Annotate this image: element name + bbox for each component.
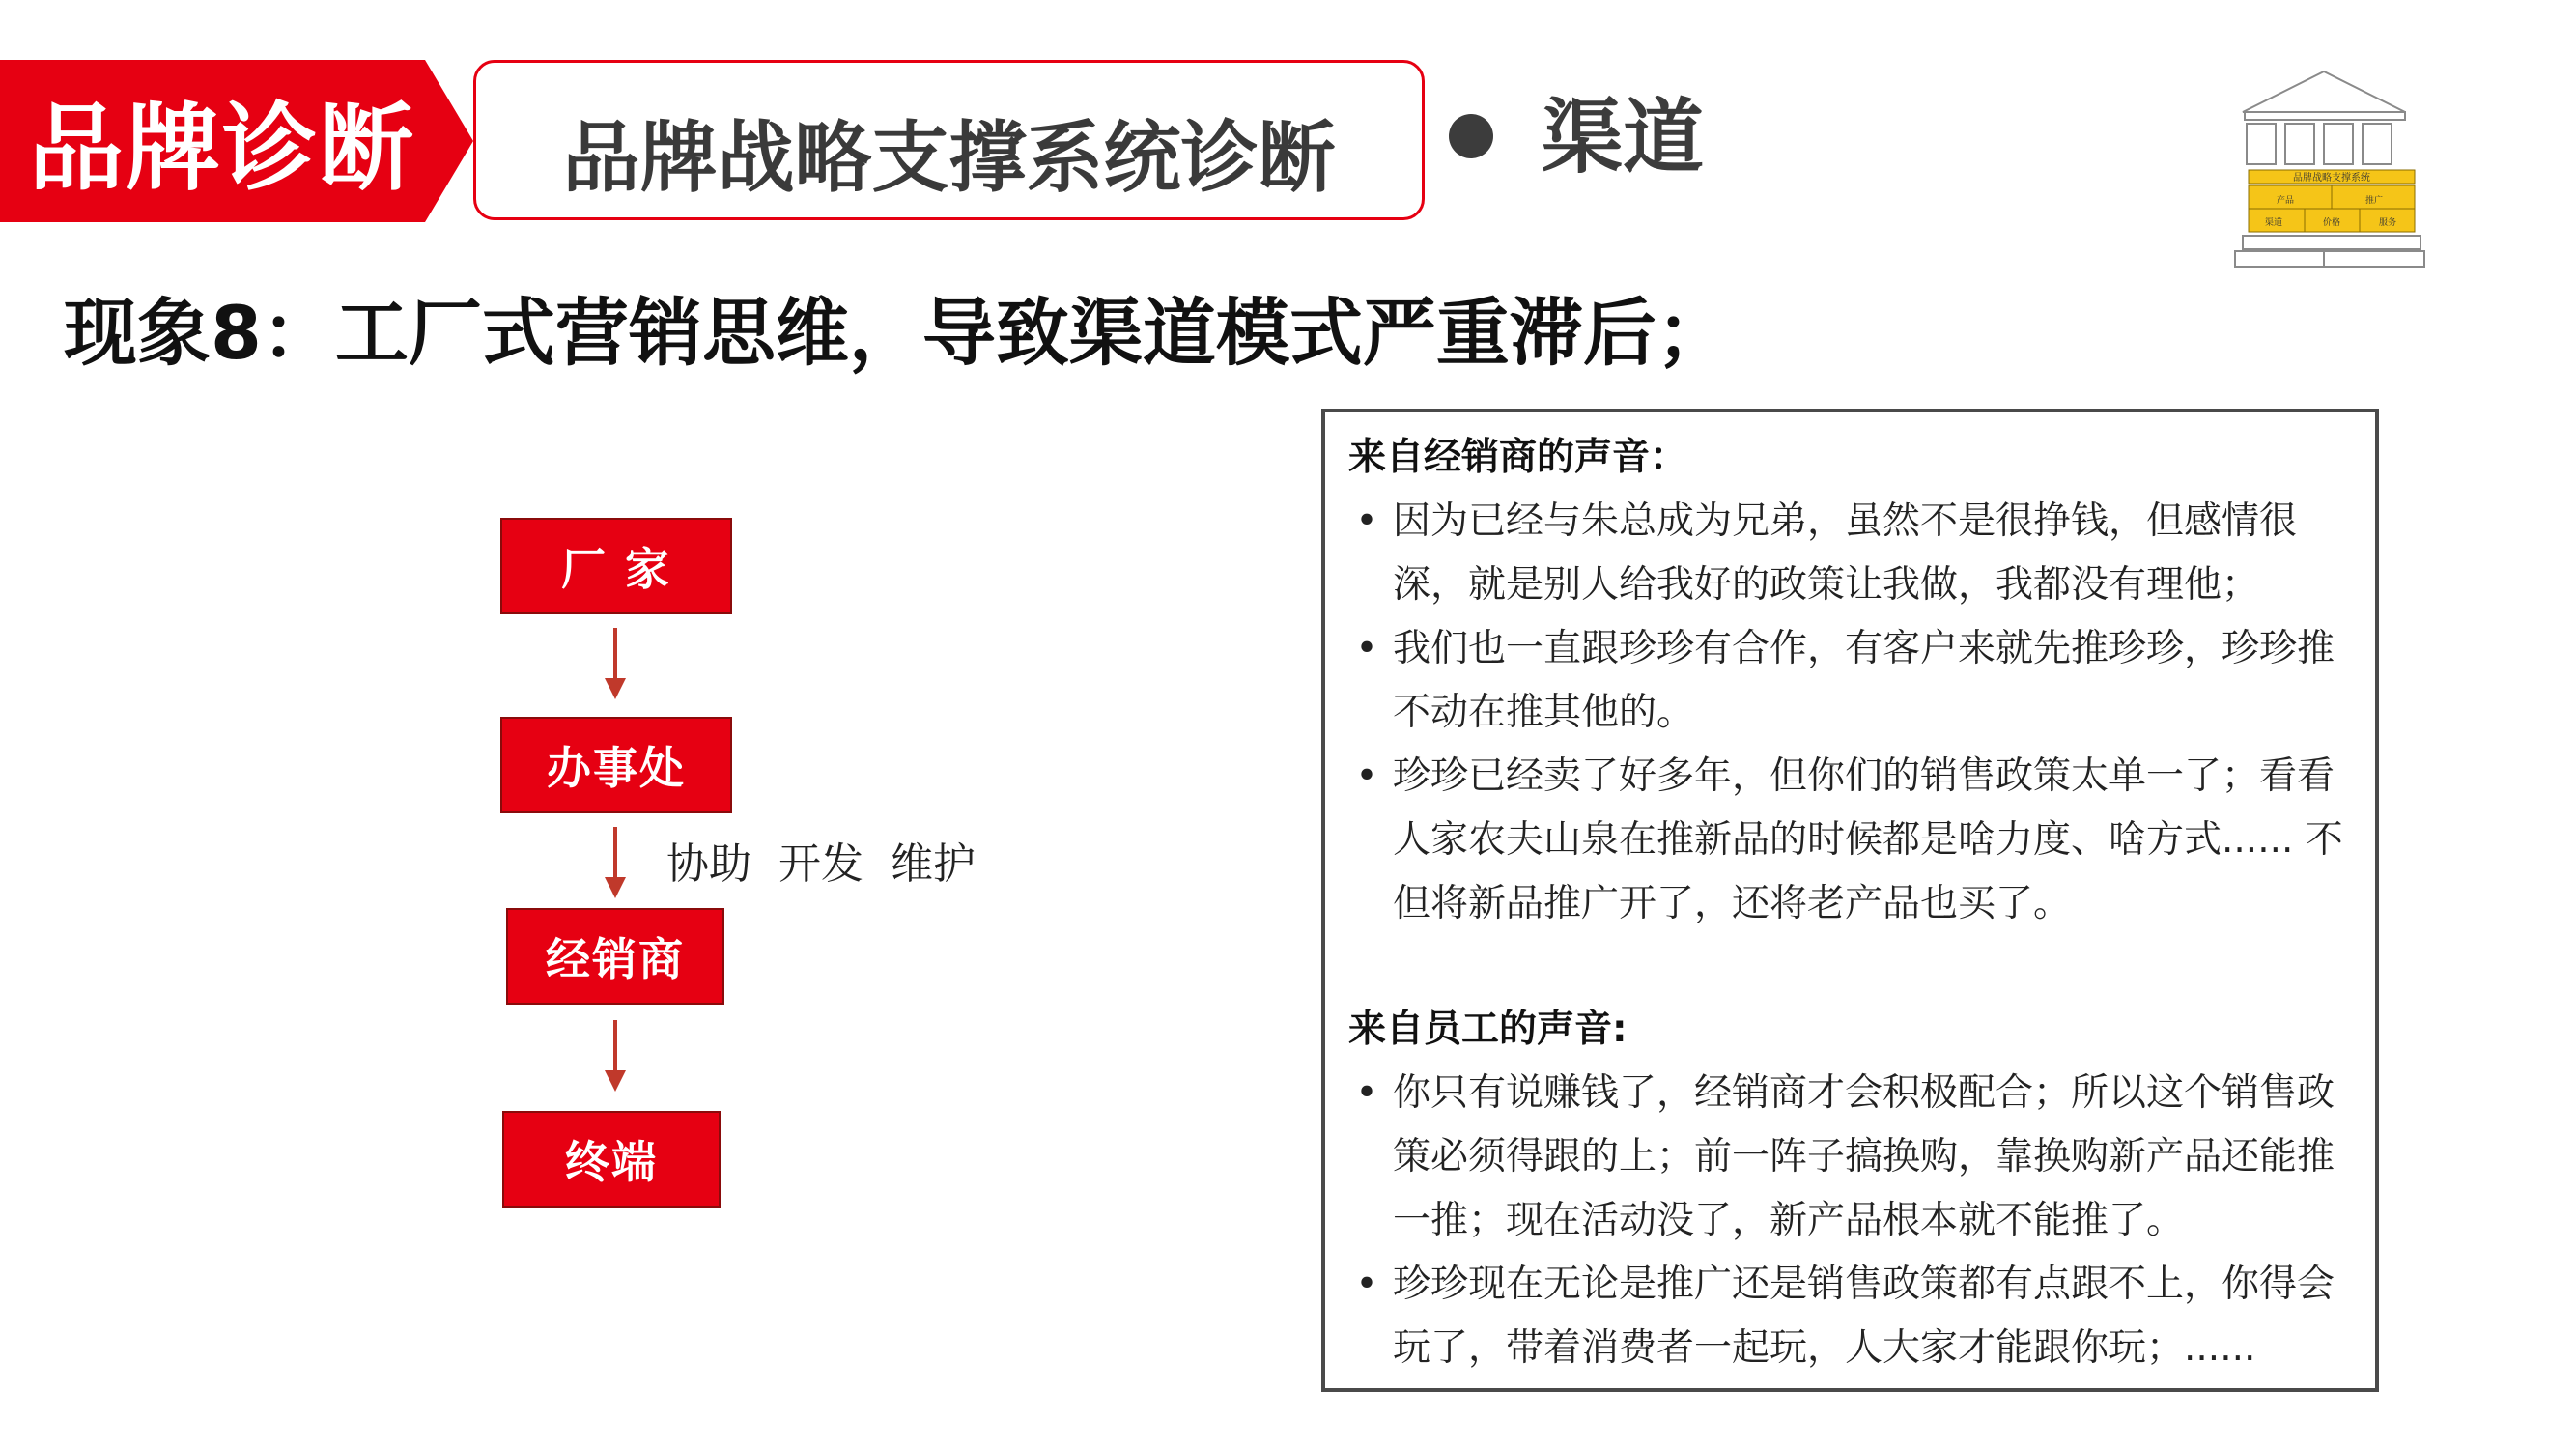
house-cell-service: 服务 (2378, 218, 2397, 228)
list-item: • 因为已经与朱总成为兄弟，虽然不是很挣钱，但感情很深，就是别人给我好的政策让我做，我都没有理他； (1345, 490, 2364, 617)
voices-panel (1321, 409, 2379, 1392)
list-item: • 你只有说赚钱了，经销商才会积极配合；所以这个销售政策必须得跟的上；前一阵子搞换购，靠换购新产品还能推一推；现在活动没了，新产品根本就不能推了。 (1345, 1062, 2364, 1253)
bullet-icon: • (1355, 499, 1378, 543)
flow-assist-label: 协助 开发 维护 (666, 839, 976, 889)
list-item: • 我们也一直跟珍珍有合作，有客户来就先推珍珍，珍珍推不动在推其他的。 (1345, 617, 2364, 745)
flow-arrow (613, 1020, 617, 1072)
arrow-down-icon (605, 678, 626, 699)
arrow-down-icon (605, 1070, 626, 1092)
flow-arrow (613, 827, 617, 879)
flow-node-terminal: 终端 (502, 1111, 721, 1208)
brand-strategy-house-icon (2222, 68, 2426, 270)
bullet-icon: • (1355, 1071, 1378, 1115)
bullet-icon: • (1355, 627, 1378, 670)
house-cell-product: 产品 (2276, 196, 2295, 206)
dealer-voices-list (1345, 490, 2364, 936)
house-cell-channel: 渠道 (2264, 218, 2283, 228)
list-item: • 珍珍已经卖了好多年，但你们的销售政策太单一了；看看人家农夫山泉在推新品的时候都是啥力度、啥方式...... 不但将新品推广开了，还将老产品也买了。 (1345, 745, 2364, 936)
dealer-voices-title: 来自经销商的声音： (1348, 436, 1688, 479)
headline: 现象8：工厂式营销思维，导致渠道模式严重滞后； (64, 290, 1730, 376)
employee-voices-list (1345, 1062, 2364, 1380)
bullet-icon: • (1355, 754, 1378, 798)
subtitle-box (473, 60, 1425, 220)
flow-arrow (613, 628, 617, 680)
flow-node-dealer: 经销商 (506, 908, 724, 1005)
flow-node-office: 办事处 (500, 717, 732, 813)
bullet-icon: • (1355, 1263, 1378, 1306)
bullet-dot-icon (1449, 114, 1493, 158)
subtitle-text: 品牌战略支撑系统诊断 (562, 112, 1336, 203)
house-cell-promotion: 推广 (2364, 196, 2384, 206)
section-label: 渠道 (1542, 90, 1705, 185)
employee-voices-title: 来自员工的声音: (1348, 1008, 1628, 1051)
section-tag-label: 品牌诊断 (29, 93, 416, 204)
house-roof-title: 品牌战略支撑系统 (2293, 173, 2370, 184)
house-cell-price: 价格 (2322, 218, 2341, 228)
flow-node-factory: 厂 家 (500, 518, 732, 614)
arrow-down-icon (605, 877, 626, 898)
list-item: • 珍珍现在无论是推广还是销售政策都有点跟不上，你得会玩了，带着消费者一起玩，人大家才能跟你玩；...... (1345, 1253, 2364, 1380)
